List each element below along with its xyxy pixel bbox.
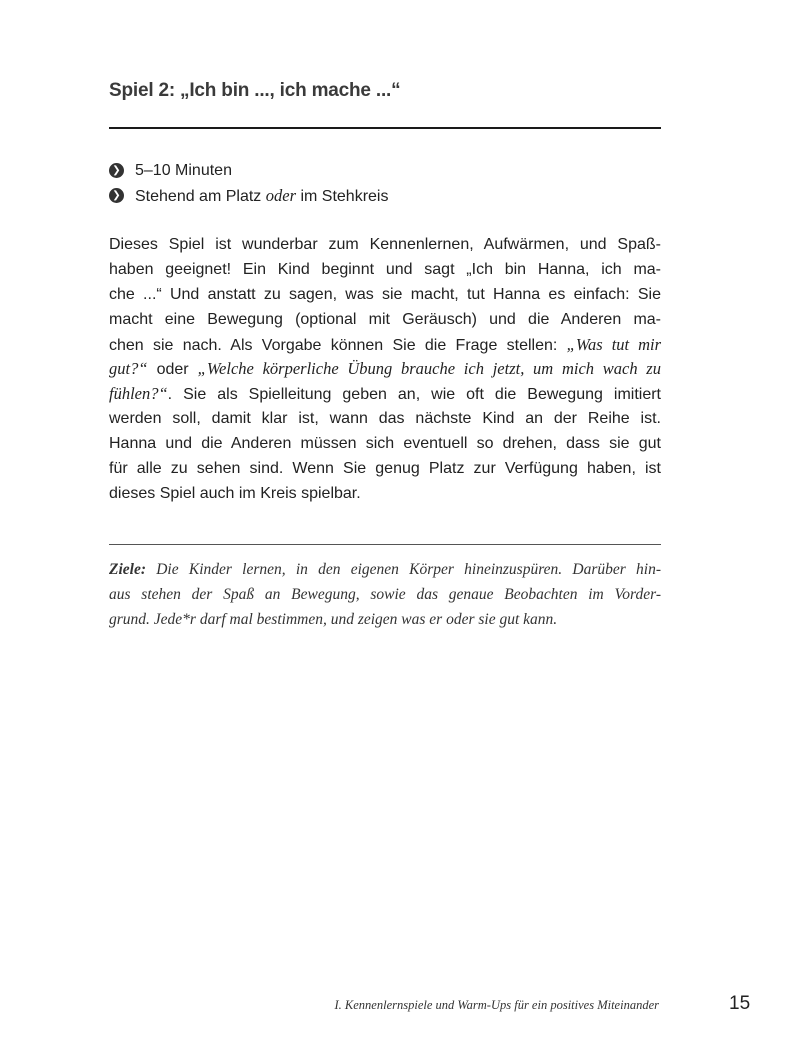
text-line: gut?“ oder „Welche körperliche Übung brauche ich jetzt, um mich wach zu: [109, 359, 661, 379]
text-line: fühlen?“. Sie als Spielleitung geben an, wie oft die Bewegung imitiert: [109, 384, 661, 404]
goals-line: Ziele: Die Kinder lernen, in den eigenen Körper hineinzuspüren. Darüber hin-: [109, 561, 661, 578]
game-heading: Spiel 2: „Ich bin ..., ich mache ...“: [109, 80, 401, 101]
section-divider: [109, 544, 661, 545]
text-line: che ...“ Und anstatt zu sagen, was sie macht, tut Hanna es einfach: Sie: [109, 285, 661, 303]
duration-row: [109, 158, 661, 183]
goals-line: grund. Jede*r darf mal bestimmen, und zeigen was er oder sie gut kann.: [109, 611, 558, 628]
page-number: 15: [729, 993, 751, 1014]
text-line: macht eine Bewegung (optional mit Geräusch) und die Anderen ma-: [109, 310, 661, 328]
heading-rule: [109, 127, 661, 129]
duration-text: 5–10 Minuten: [135, 161, 232, 179]
game-details: [109, 158, 661, 208]
game-description: [109, 233, 661, 507]
position-text: Stehend am Platz oder im Stehkreis: [135, 185, 389, 205]
text-line: Hanna und die Anderen müssen sich eventuell so drehen, dass sie gut: [109, 435, 661, 453]
text-line: haben geeignet! Ein Kind beginnt und sagt „Ich bin Hanna, ich ma-: [109, 260, 661, 278]
text-line: für alle zu sehen sind. Wenn Sie genug Platz zur Verfügung haben, ist: [109, 460, 661, 478]
text-line: chen sie nach. Als Vorgabe können Sie die Frage stellen: „Was tut mir: [109, 334, 662, 354]
goals-label: Ziele:: [109, 561, 147, 578]
text-line: werden soll, damit klar ist, wann das nächste Kind an der Reihe ist.: [109, 410, 661, 428]
running-footer: I. Kennenlernspiele und Warm-Ups für ein positives Miteinander: [334, 998, 659, 1012]
position-row: [109, 183, 661, 208]
text-line: dieses Spiel auch im Kreis spielbar.: [109, 484, 361, 502]
text-line: Dieses Spiel ist wunderbar zum Kennenlernen, Aufwärmen, und Spaß-: [109, 236, 661, 253]
goals-line: aus stehen der Spaß an Bewegung, sowie das genaue Beobachten im Vorder-: [109, 586, 661, 603]
chevron-right-circle-icon: ❯: [109, 188, 124, 203]
goals-box: [109, 557, 661, 632]
chevron-right-circle-icon: ❯: [109, 163, 124, 178]
